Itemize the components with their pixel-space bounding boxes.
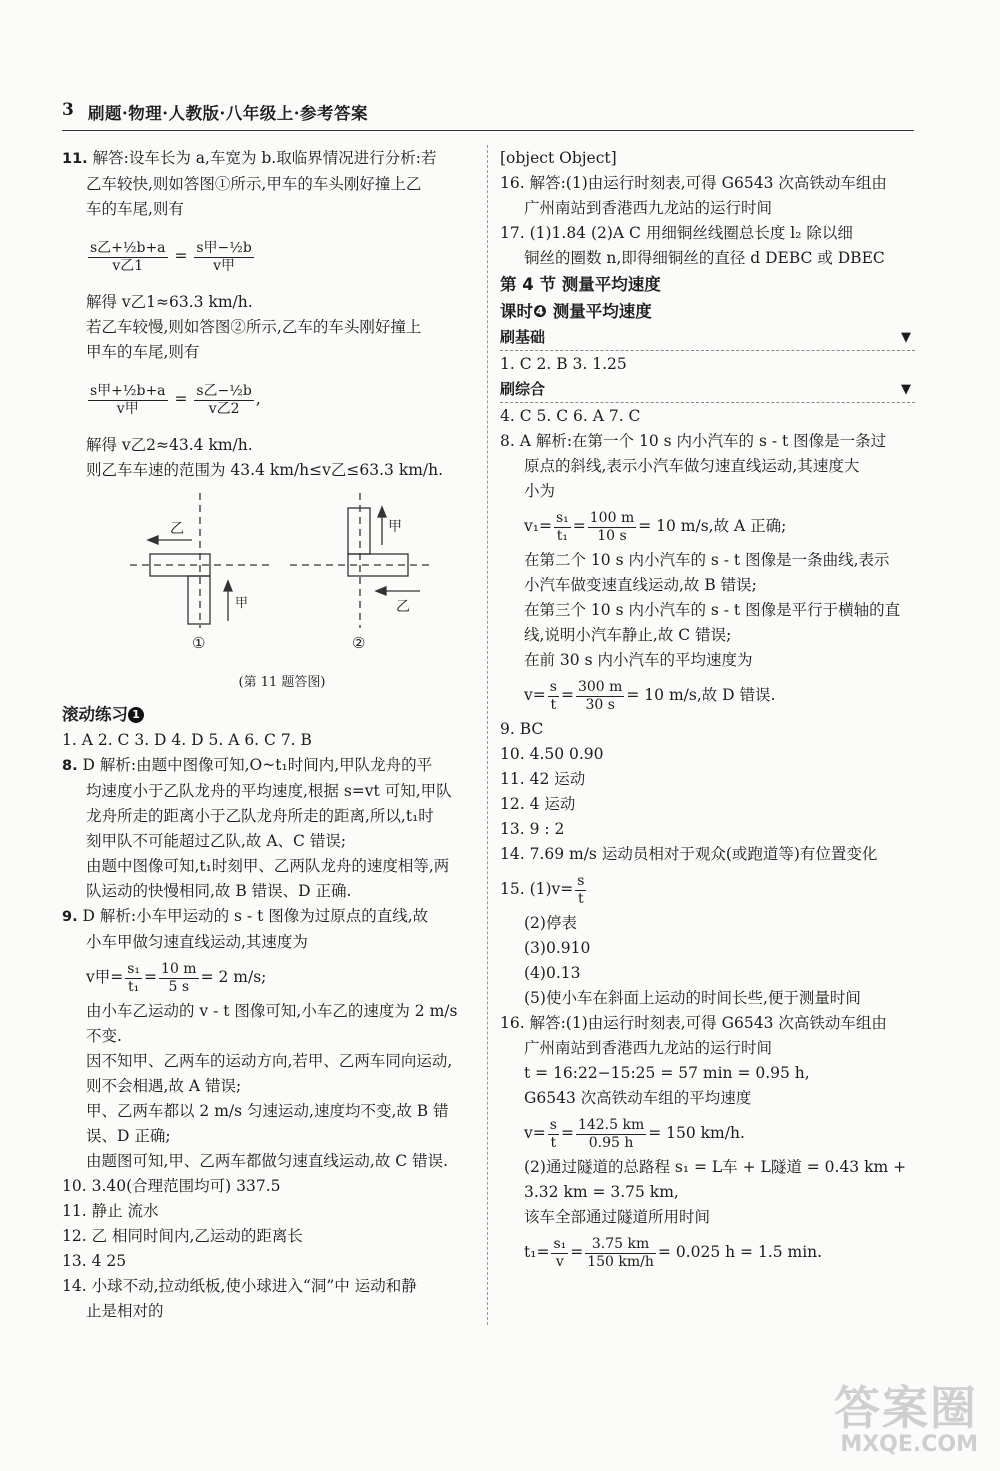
q9-line: 由小车乙运动的 v - t 图像可知,小车乙的速度为 2 m/s [86, 1002, 458, 1020]
fraction: $\frac{300 m}{30 s}$ [577, 678, 623, 713]
fraction: $\frac{3.75 km}{150 km/h}$ [587, 1235, 654, 1270]
watermark-url: MXQE.COM [840, 1432, 978, 1457]
q14-answer: 止是相对的 [86, 1302, 164, 1320]
q8-line: 队运动的快慢相同,故 B 错误、D 正确. [86, 882, 352, 900]
q11-answer: 11. 42 运动 [500, 770, 586, 788]
fraction: $\frac{100 m}{10 s}$ [589, 509, 635, 544]
page-header [62, 96, 914, 131]
label-jia: 甲 [388, 519, 402, 535]
fraction: $\frac{10 m}{5 s}$ [161, 960, 197, 995]
q15-part: (3)0.910 [524, 939, 591, 957]
q8-line: 小汽车做变速直线运动,故 B 错误; [524, 576, 757, 594]
q8-line: 原点的斜线,表示小汽车做匀速直线运动,其速度大 [524, 457, 860, 475]
q9-answer: 9. BC [500, 720, 544, 738]
q8-line: 龙舟所走的距离小于乙队龙舟所走的距离,所以,t₁时 [86, 807, 434, 825]
fraction: $\frac{\text{s₁}}{\text{t₁}}$ [127, 960, 141, 995]
q15-answer: [object Object] [500, 149, 617, 167]
figure-number: ② [352, 634, 366, 652]
figure-caption: (第 11 题答图) [238, 675, 326, 690]
q8-line: 在第三个 10 s 内小汽车的 s - t 图像是平行于横轴的直 [524, 601, 901, 619]
watermark-logo [834, 1372, 978, 1457]
q13-answer: 13. 9 : 2 [500, 820, 565, 838]
q8-equation-1: v₁= $\frac{\text{s₁}}{\text{t₁}}$ = $\frac{100 m}{10 s}$ = 10 m/s,故 A 正确; [524, 509, 787, 544]
fraction: $\frac{\text{s乙+½b+a}}{\text{v乙1}}$ [90, 239, 166, 274]
q16-line: 3.32 km = 3.75 km, [524, 1183, 679, 1201]
q8-line: 均速度小于乙队龙舟的平均速度,根据 s=vt 可知,甲队 [86, 782, 452, 800]
answers-4-7: 4. C 5. C 6. A 7. C [500, 407, 641, 425]
fraction: $\frac{\text{s₁}}{v}$ [553, 1235, 567, 1270]
page-title: 刷题·物理·人教版·八年级上·参考答案 [88, 104, 368, 123]
q15-part-1: 15. (1)v= $\frac{s}{t}$ [500, 872, 585, 907]
q8-line: 小为 [524, 482, 556, 500]
q11-line: 11. 解答:设车长为 a,车宽为 b.取临界情况进行分析:若 [62, 149, 437, 167]
fraction: $\frac{\text{s乙−½b}}{\text{v乙2}}$ [196, 382, 252, 417]
q15-part: (2)停表 [524, 914, 577, 932]
q9-line: 由题图可知,甲、乙两车都做匀速直线运动,故 C 错误. [86, 1152, 448, 1170]
q8-line: 在第二个 10 s 内小汽车的 s - t 图像是一条曲线,表示 [524, 551, 890, 569]
q16-line: 该车全部通过隧道所用时间 [524, 1208, 711, 1226]
q11-line: 乙车较快,则如答图①所示,甲车的车头刚好撞上乙 [86, 175, 422, 193]
q14-answer: 14. 小球不动,拉动纸板,使小球进入“洞”中 运动和静 [62, 1277, 417, 1295]
section-title: 滚动练习 1 [62, 701, 472, 728]
q15-part: (5)使小车在斜面上运动的时间长些,便于测量时间 [524, 989, 861, 1007]
q11-line: 车的车尾,则有 [86, 200, 184, 218]
basic-practice-bar: 刷基础 ▼ [500, 325, 915, 351]
section-badge: 1 [128, 707, 144, 723]
q16-equation-2: t₁= $\frac{\text{s₁}}{v}$ = $\frac{3.75 km}{150 km/h}$ = 0.025 h = 1.5 min. [524, 1235, 823, 1270]
q8-line: 由题中图像可知,t₁时刻甲、乙两队龙舟的速度相等,两 [86, 857, 450, 875]
fraction: $\frac{142.5 km}{0.95 h}$ [577, 1116, 645, 1151]
q17-answer: 17. (1)1.84 (2)A C 用细铜丝线圈总长度 l₂ 除以细 [500, 224, 853, 242]
watermark-text: 答案圈 [834, 1381, 978, 1435]
q8-line: 线,说明小汽车静止,故 C 错误; [524, 626, 732, 644]
q11-line: 甲车的车尾,则有 [86, 343, 200, 361]
q8-equation-2: v= $\frac{s}{t}$ = $\frac{300 m}{30 s}$ = 10 m/s,故 D 错误. [524, 678, 776, 713]
q12-answer: 12. 乙 相同时间内,乙运动的距离长 [62, 1227, 303, 1245]
section-heading: 第 4 节 测量平均速度 [500, 275, 661, 294]
q9-line: 因不知甲、乙两车的运动方向,若甲、乙两车同向运动, [86, 1052, 453, 1070]
q10-answer: 10. 3.40(合理范围均可) 337.5 [62, 1177, 281, 1195]
q16-line: t = 16:22−15:25 = 57 min = 0.95 h, [524, 1064, 810, 1082]
label-jia: 甲 [235, 596, 249, 611]
q16-line: 广州南站到香港西九龙站的运行时间 [524, 1039, 773, 1057]
q15-part: (4)0.13 [524, 964, 581, 982]
q11-line: 若乙车较慢,则如答图②所示,乙车的车头刚好撞上 [86, 318, 422, 336]
basic-answers: 1. C 2. B 3. 1.25 [500, 355, 627, 373]
q9-line: 9. D 解析:小车甲运动的 s - t 图像为过原点的直线,故 [62, 907, 429, 925]
right-column [500, 146, 915, 1274]
q11-solution-1: 解得 v乙1≈63.3 km/h. [86, 293, 253, 311]
q11b-answer: 11. 静止 流水 [62, 1202, 159, 1220]
q11-equation-2: $\frac{\text{s甲+½b+a}}{\text{v甲}}$ = $\frac{\text{s乙−½b}}{\text{v乙2}}$ , [90, 382, 261, 417]
q9-line: 误、D 正确; [86, 1127, 171, 1145]
fraction: $\frac{s}{t}$ [577, 872, 585, 907]
q16-line: (2)通过隧道的总路程 s₁ = L车 + L隧道 = 0.43 km + [524, 1158, 907, 1176]
q16-answer: 广州南站到香港西九龙站的运行时间 [524, 199, 773, 217]
q17-answer: 铜丝的圈数 n,即得细铜丝的直径 d DEBC 或 DBEC [524, 249, 885, 267]
collision-diagram [62, 483, 472, 673]
fraction: $\frac{\text{s甲−½b}}{\text{v甲}}$ [196, 239, 252, 274]
q11-equation-1: $\frac{\text{s乙+½b+a}}{\text{v乙1}}$ = $\frac{\text{s甲−½b}}{\text{v甲}}$ [90, 239, 252, 274]
q16-line: G6543 次高铁动车组的平均速度 [524, 1089, 752, 1107]
q11-range: 则乙车车速的范围为 43.4 km/h≤v乙≤63.3 km/h. [86, 461, 444, 479]
fraction: $\frac{s}{t}$ [549, 678, 557, 713]
q16-answer: 16. 解答:(1)由运行时刻表,可得 G6543 次高铁动车组由 [500, 174, 887, 192]
q9-equation: v甲= $\frac{\text{s₁}}{\text{t₁}}$ = $\frac{10 m}{5 s}$ = 2 m/s; [86, 960, 267, 995]
left-column [62, 146, 472, 1324]
q14-answer: 14. 7.69 m/s 运动员相对于观众(或跑道等)有位置变化 [500, 845, 878, 863]
q8-line: 在前 30 s 内小汽车的平均速度为 [524, 651, 753, 669]
fraction: $\frac{\text{s₁}}{\text{t₁}}$ [555, 509, 569, 544]
page-number: 3 [62, 100, 74, 120]
q8-line: 8. A 解析:在第一个 10 s 内小汽车的 s - t 图像是一条过 [500, 432, 887, 450]
q16-equation-1: v= $\frac{s}{t}$ = $\frac{142.5 km}{0.95 h}$ = 150 km/h. [524, 1116, 745, 1151]
q8-line: 刻甲队不可能超过乙队,故 A、C 错误; [86, 832, 347, 850]
answers-1-7: 1. A 2. C 3. D 4. D 5. A 6. C 7. B [62, 731, 312, 749]
q12-answer: 12. 4 运动 [500, 795, 576, 813]
q9-line: 小车甲做匀速直线运动,其速度为 [86, 933, 308, 951]
q9-line: 则不会相遇,故 A 错误; [86, 1077, 242, 1095]
q9-line: 不变. [86, 1027, 122, 1045]
label-yi: 乙 [396, 599, 410, 615]
comprehensive-practice-bar: 刷综合 ▼ [500, 377, 915, 403]
q9-line: 甲、乙两车都以 2 m/s 匀速运动,速度均不变,故 B 错 [86, 1102, 449, 1120]
label-yi: 乙 [170, 521, 184, 537]
fraction: $\frac{\text{s甲+½b+a}}{\text{v甲}}$ [90, 382, 166, 417]
q11-answer-figure [62, 483, 472, 673]
q10-answer: 10. 4.50 0.90 [500, 745, 604, 763]
lesson-heading: 课时❹ 测量平均速度 [500, 302, 652, 321]
q8-line: 8. D 解析:由题中图像可知,O~t₁时间内,甲队龙舟的平 [62, 756, 433, 774]
column-divider [487, 145, 488, 1325]
fraction: $\frac{s}{t}$ [549, 1116, 557, 1151]
q16-line: 16. 解答:(1)由运行时刻表,可得 G6543 次高铁动车组由 [500, 1014, 887, 1032]
q13-answer: 13. 4 25 [62, 1252, 127, 1270]
figure-number: ① [192, 634, 206, 652]
q11-solution-2: 解得 v乙2≈43.4 km/h. [86, 436, 253, 454]
